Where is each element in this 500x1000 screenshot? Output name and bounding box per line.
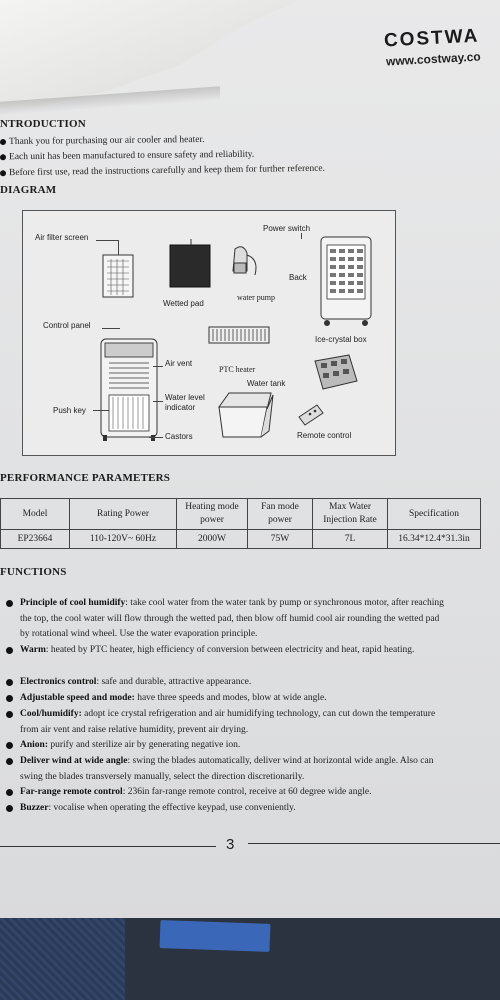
leader-line [153,366,163,367]
table-header-cell: Rating Power [70,499,177,530]
wetted-pad-illustration [170,245,210,287]
bullet-icon [6,695,13,702]
leader-line [118,240,119,255]
table-cell: 75W [248,530,313,549]
air-filter-screen-illustration [103,255,133,297]
function-item: Warm: heated by PTC heater, high efficiency of conversion between electricity and heat, rapid heating. [6,643,446,659]
bullet-icon [0,154,6,160]
intro-line: Before first use, read the instructions carefully and keep them for further reference. [0,164,325,179]
label-ice-crystal-box: Ice-crystal box [315,335,367,344]
bullet-icon [6,711,13,718]
label-indicator: indicator [165,403,196,412]
function-item: Adjustable speed and mode: have three speeds and modes, blow at wide angle. [6,691,446,707]
table-header-cell: Heating mode power [177,499,248,530]
label-push-key: Push key [53,406,86,415]
table-header-cell: Fan mode power [248,499,313,530]
bullet-icon [0,170,6,176]
function-item: Far-range remote control: 236in far-range remote control, receive at 60 degree wide angle. [6,785,446,801]
bullet-icon [6,647,13,654]
bullet-icon [6,805,13,812]
label-power-switch: Power switch [263,224,311,233]
label-wetted-pad: Wetted pad [163,299,204,308]
label-water-pump: water pump [237,293,275,302]
table-header-cell: Specification [388,499,481,530]
water-pump-illustration [233,247,256,275]
table-cell: 16.34*12.4*31.3in [388,530,481,549]
ice-crystal-box-illustration [315,355,357,389]
leader-line [153,401,163,402]
function-item: Principle of cool humidify: take cool water from the water tank by pump or synchronous motor, after reaching the top, the cool water will flow through the wetted pad, then blow off humid cool air rounding the wetted pad by rotational wind wheel. Use the water evaporation principle. [6,596,446,643]
label-water-tank: Water tank [247,379,286,388]
footer-rule-right [248,843,500,844]
table-cell: EP23664 [1,530,70,549]
function-item: Electronics control: safe and durable, attractive appearance. [6,675,446,691]
fabric-background [0,918,125,1000]
leader-line [102,328,120,329]
cooler-back-illustration [321,237,371,326]
intro-line: Thank you for purchasing our air cooler and heater. [0,135,205,147]
label-control-panel: Control panel [43,321,91,330]
function-item: Anion: purify and sterilize air by generating negative ion. [6,738,446,754]
label-back: Back [289,273,307,282]
function-item: Buzzer: vocalise when operating the effective keypad, use conveniently. [6,801,446,817]
function-item: Deliver wind at wide angle: swing the blades automatically, deliver wind at horizontal wide angle. Also can swing the blades transversely manually, select the direction discretionarily. [6,754,446,785]
remote-control-illustration [299,405,323,425]
footer-rule-left [0,846,216,847]
table-cell: 7L [313,530,388,549]
ptc-heater-illustration [209,327,269,343]
table-row [1,530,481,549]
leader-line [149,437,163,438]
diagram-heading: DIAGRAM [0,184,57,196]
bullet-icon [6,742,13,749]
table-cell: 2000W [177,530,248,549]
brand-logo: COSTWA [383,25,480,52]
label-remote-control: Remote control [297,431,352,440]
label-ptc-heater: PTC heater [219,365,256,374]
page-number: 3 [226,836,235,853]
bullet-icon [6,679,13,686]
label-air-vent: Air vent [165,359,193,368]
bullet-icon [6,600,13,607]
leader-line [301,233,302,239]
label-castors: Castors [165,432,193,441]
performance-heading: PERFORMANCE PARAMETERS [0,472,171,484]
bullet-icon [6,789,13,796]
table-cell: 110-120V~ 60Hz [70,530,177,549]
intro-heading: NTRODUCTION [0,118,86,130]
bullet-icon [0,139,6,145]
label-air-filter-screen: Air filter screen [35,233,89,242]
table-header-row [1,499,481,530]
performance-table [0,498,481,549]
product-diagram [22,210,396,456]
label-water-level: Water level [165,393,205,402]
leader-line [93,410,109,411]
water-tank-illustration [219,393,273,437]
brand-url: www.costway.co [385,49,482,69]
leader-line [96,240,118,241]
blue-tape [160,920,271,952]
diagram-illustration [23,211,395,455]
cooler-front-illustration [101,339,157,441]
function-item: Cool/humidify: adopt ice crystal refrigeration and air humidifying technology, can cut down the temperature from air vent and raise relative humidity, prevent air drying. [6,707,446,738]
functions-heading: FUNCTIONS [0,566,67,578]
table-header-cell: Max Water Injection Rate [313,499,388,530]
intro-line: Each unit has been manufactured to ensure safety and reliability. [0,150,254,163]
bullet-icon [6,758,13,765]
table-header-cell: Model [1,499,70,530]
